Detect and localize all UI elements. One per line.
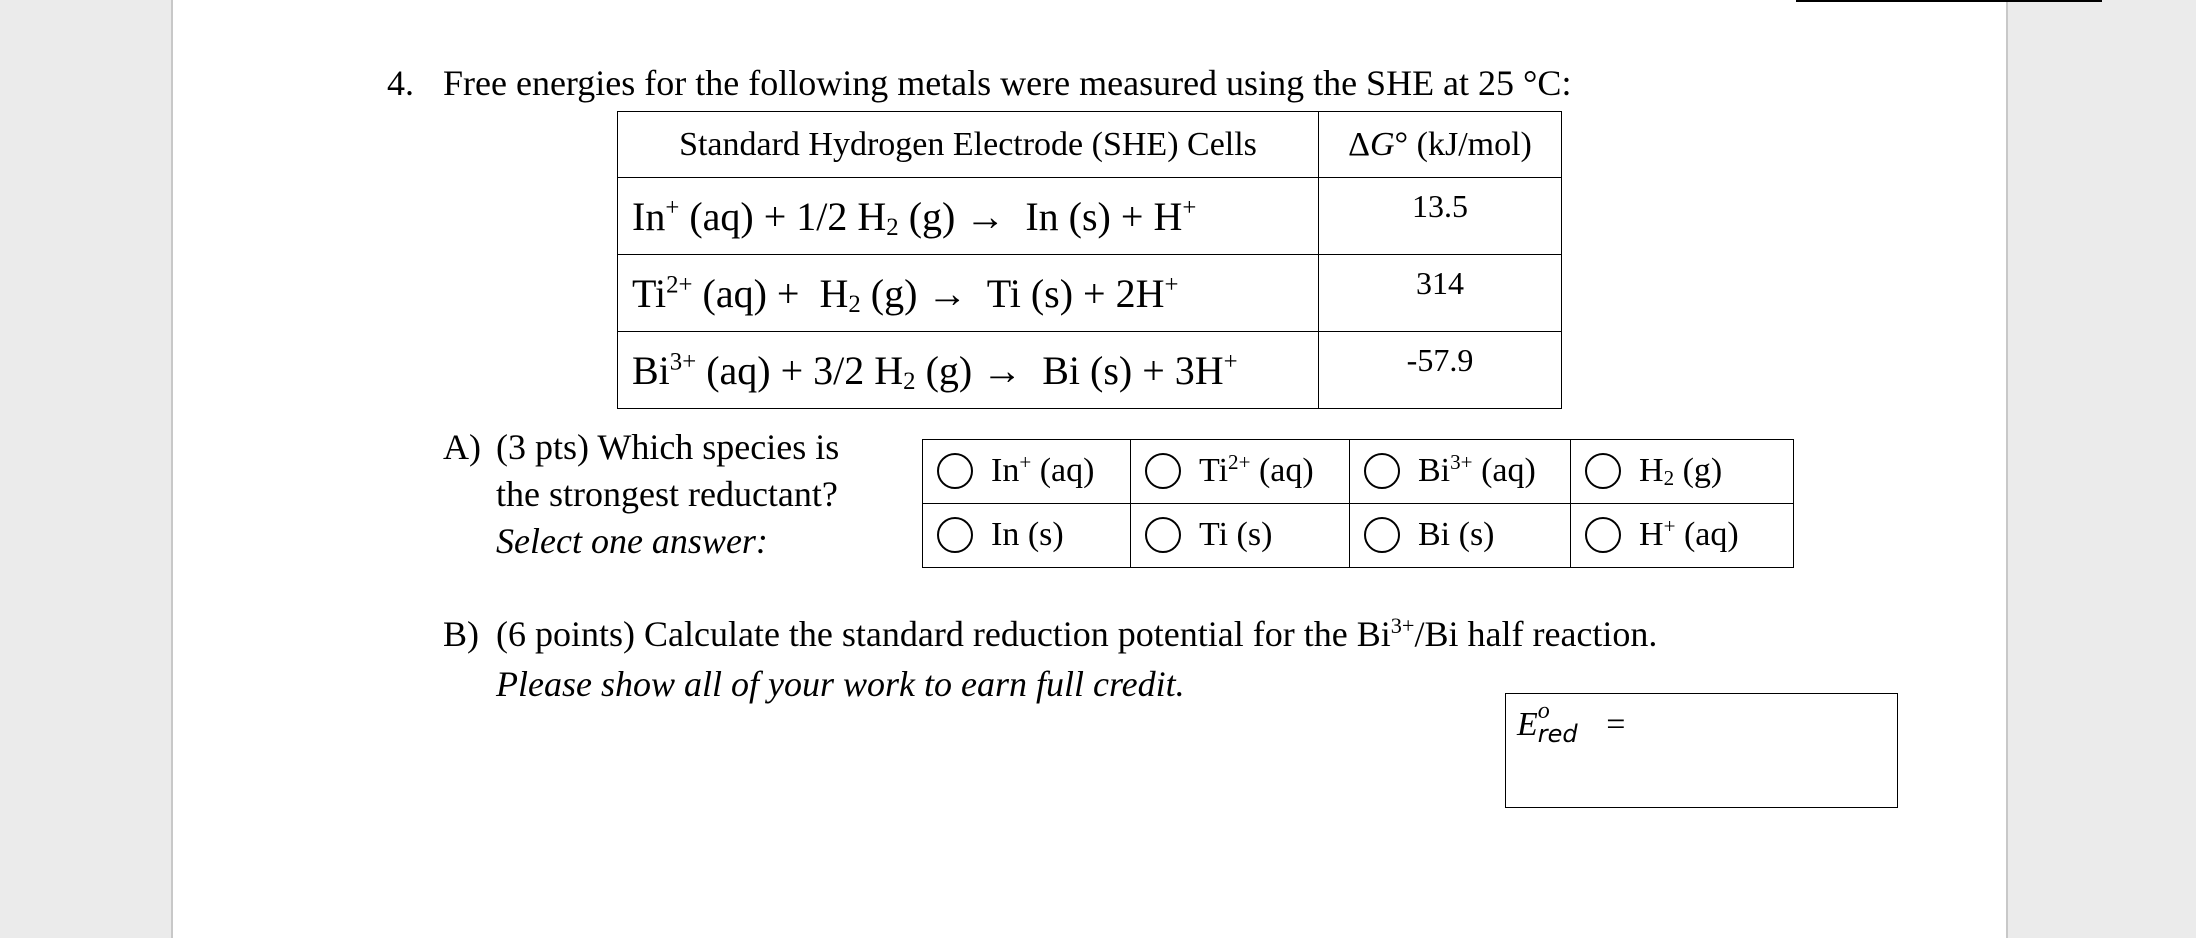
choice-h2-g[interactable]: $H_2$ (g) (1571, 440, 1794, 504)
radio-button[interactable] (1364, 453, 1400, 489)
choice-bi-s[interactable]: Bi (s) (1350, 504, 1571, 568)
radio-button[interactable] (937, 453, 973, 489)
table-row (618, 178, 1562, 255)
part-b-instruction: Please show all of your work to earn full credit. (496, 664, 1185, 704)
reaction-cell: In+ (aq) + 1/2 $H_2$ (g) → In (s) + H+ (618, 178, 1319, 255)
table-row (618, 255, 1562, 332)
delta-g-symbol: ΔG° (1348, 125, 1409, 163)
radio-button[interactable] (1145, 517, 1181, 553)
reaction-cell: $Bi^{3+}$ (aq) + 3/2 $H_2$ (g) → Bi (s) + 3H+ (618, 332, 1319, 409)
radio-button[interactable] (1585, 517, 1621, 553)
delta-g-value: 314 (1319, 255, 1562, 332)
part-a-line2: the strongest reductant? (496, 474, 838, 514)
choice-ti-aq[interactable]: $Ti^{2+}$ (aq) (1131, 440, 1350, 504)
choice-ti-s[interactable]: Ti (s) (1131, 504, 1350, 568)
delta-g-value: 13.5 (1319, 178, 1562, 255)
part-b-text: (6 points) Calculate the standard reduction potential for the $Bi^{3+}/Bi$ half reaction. (496, 613, 1658, 654)
name-line (1796, 0, 2102, 2)
part-a-line1: (3 pts) Which species is (496, 427, 840, 467)
part-b-label: B) (443, 614, 479, 654)
delta-g-value: -57.9 (1319, 332, 1562, 409)
question-text: Free energies for the following metals were measured using the SHE at 25 °C: (443, 63, 1572, 103)
e-red-label: E o red = (1517, 698, 1626, 748)
part-a-label: A) (443, 427, 481, 467)
radio-button[interactable] (1145, 453, 1181, 489)
delta-g-units: (kJ/mol) (1408, 125, 1532, 163)
choice-bi-aq[interactable]: $Bi^{3+}$ (aq) (1350, 440, 1571, 504)
cells-column-header: Standard Hydrogen Electrode (SHE) Cells (618, 112, 1319, 178)
part-a-instruction: Select one answer: (496, 521, 768, 561)
free-energy-table (617, 111, 1562, 409)
question-number: 4. (387, 63, 414, 103)
radio-button[interactable] (937, 517, 973, 553)
radio-button[interactable] (1364, 517, 1400, 553)
choice-in-aq[interactable]: In+ (aq) (923, 440, 1131, 504)
radio-button[interactable] (1585, 453, 1621, 489)
choice-in-s[interactable]: In (s) (923, 504, 1131, 568)
answer-box[interactable] (1505, 693, 1898, 808)
choice-h-aq[interactable]: H+ (aq) (1571, 504, 1794, 568)
delta-g-column-header (1319, 112, 1562, 178)
reaction-cell: $Ti^{2+}$ $(aq) + H_2$ (g) → Ti (s) + 2H+ (618, 255, 1319, 332)
table-row (618, 332, 1562, 409)
answer-choices-grid (922, 439, 1794, 568)
